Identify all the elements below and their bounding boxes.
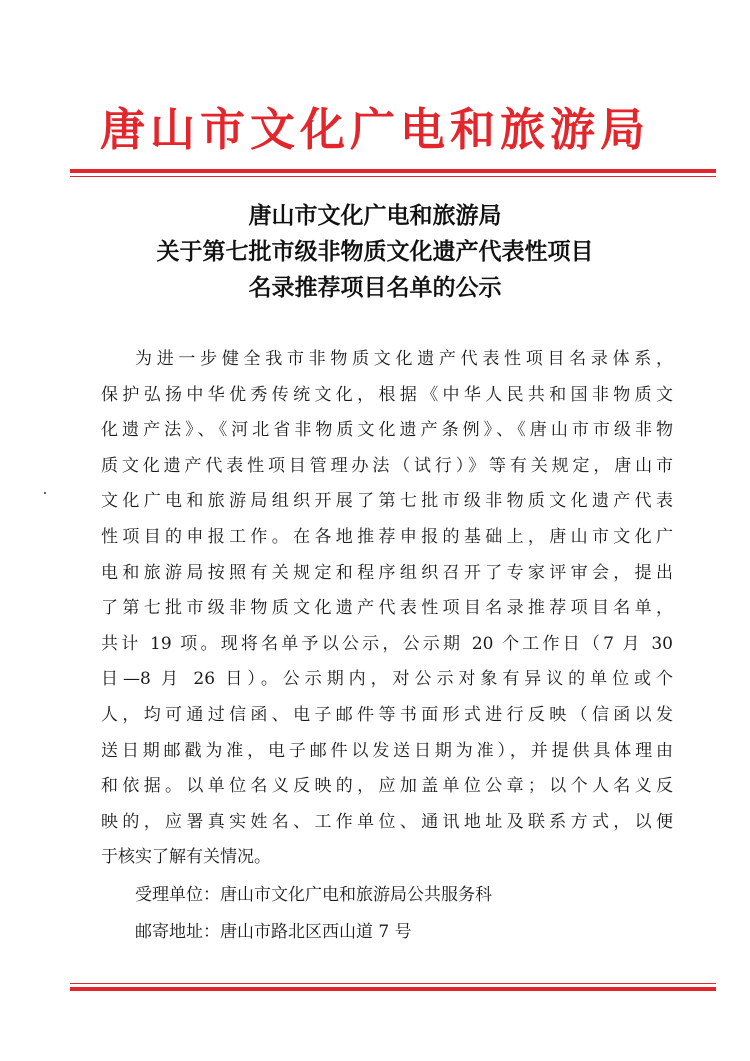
- title-line-2: 关于第七批市级非物质文化遗产代表性项目: [156, 238, 594, 265]
- body-line: 文化广电和旅游局组织开展了第七批市级非物质文化遗产代表: [101, 491, 673, 512]
- mailing-address-value: 唐山市路北区西山道 7 号: [220, 922, 412, 942]
- body-line: 性项目的申报工作。在各地推荐申报的基础上，唐山市文化广: [101, 526, 673, 547]
- body-line: 和依据。以单位名义反映的，应加盖单位公章；以个人名义反: [101, 776, 673, 797]
- contact-info: [135, 877, 492, 951]
- body-line: 保护弘扬中华优秀传统文化，根据《中华人民共和国非物质文: [101, 384, 673, 405]
- body-line: 化遗产法》、《河北省非物质文化遗产条例》、《唐山市市级非物: [101, 420, 673, 441]
- mailing-address-row: [135, 914, 492, 951]
- letterhead-title: 唐山市文化广电和旅游局: [99, 103, 650, 156]
- body-line: 了第七批市级非物质文化遗产代表性项目名录推荐项目名单，: [101, 598, 673, 619]
- body-line: 人，均可通过信函、电子邮件等书面形式进行反映（信函以发: [101, 704, 673, 725]
- body-line: 映的，应署真实姓名、工作单位、通讯地址及联系方式，以便: [101, 811, 673, 832]
- body-line: 电和旅游局按照有关规定和程序组织召开了专家评审会，提出: [101, 562, 673, 583]
- receiving-unit-row: [135, 877, 492, 914]
- margin-mark: [44, 492, 46, 494]
- body-line: 质文化遗产代表性项目管理办法（试行）》等有关规定，唐山市: [101, 455, 673, 476]
- body-line: 于核实了解有关情况。: [101, 847, 271, 868]
- footer-rule-thin: [70, 983, 716, 984]
- title-line-1: 唐山市文化广电和旅游局: [248, 202, 502, 229]
- letterhead-rule-thick: [70, 169, 716, 173]
- body-line: 为进一步健全我市非物质文化遗产代表性项目名录体系，: [135, 349, 673, 369]
- receiving-unit-label: 受理单位：: [135, 885, 220, 905]
- body-line: 送日期邮戳为准，电子邮件以发送日期为准），并提供具体理由: [101, 740, 673, 761]
- mailing-address-label: 邮寄地址：: [135, 922, 220, 942]
- body-line: 共计 19 项。现将名单予以公示，公示期 20 个工作日（7 月 30: [101, 633, 673, 654]
- title-line-3: 名录推荐项目名单的公示: [248, 274, 502, 301]
- body-paragraph: [101, 342, 673, 876]
- body-line: 日—8 月 26 日）。公示期内，对公示对象有异议的单位或个: [101, 669, 673, 690]
- footer-rule-thick: [70, 987, 716, 991]
- document-title: [0, 198, 750, 306]
- letterhead-rule-thin: [70, 176, 716, 177]
- receiving-unit-value: 唐山市文化广电和旅游局公共服务科: [220, 885, 492, 905]
